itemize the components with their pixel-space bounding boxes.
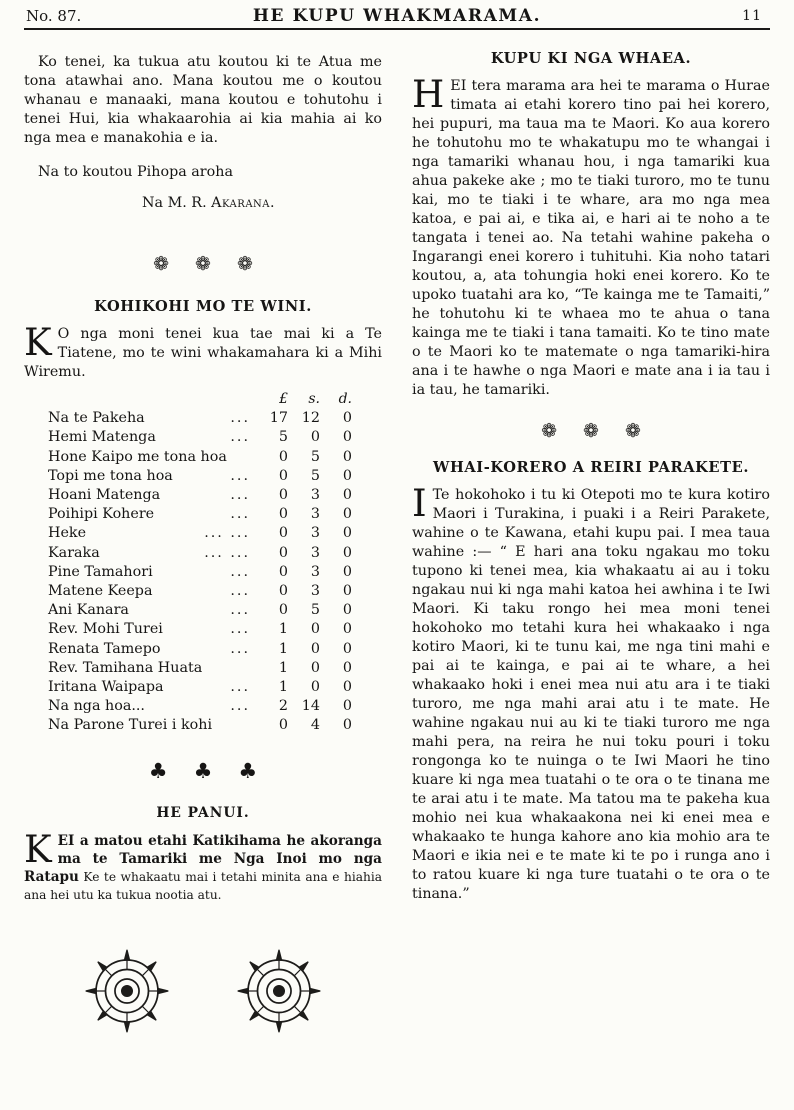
- pence-value: 0: [342, 525, 352, 542]
- rosette-icon: ❁: [153, 253, 170, 275]
- pounds-value: 0: [278, 467, 288, 484]
- contributor-name: Heke: [48, 525, 87, 542]
- left-column: [24, 43, 382, 1034]
- leader-dots: ...: [230, 563, 250, 580]
- pounds-value: 0: [278, 506, 288, 523]
- pounds-value: 0: [278, 448, 288, 465]
- shillings-value: 3: [310, 544, 320, 561]
- shillings-header: s.: [308, 391, 320, 407]
- table-row: [48, 486, 356, 505]
- whaikorero-heading: WHAI-KORERO A REIRI PARAKETE.: [432, 459, 750, 476]
- whaea-dropcap: H: [412, 73, 445, 116]
- contributor-name: Matene Keepa: [48, 583, 153, 600]
- contributor-name: Na nga hoa...: [48, 698, 145, 715]
- leader-dots: ...: [230, 602, 250, 619]
- pounds-value: 17: [269, 410, 288, 427]
- contributor-name: Renata Tamepo: [48, 640, 161, 657]
- issue-number: No. 87.: [26, 7, 82, 25]
- rosette-ornament-row: [412, 420, 770, 442]
- pence-value: 0: [342, 429, 352, 446]
- leader-dots: ...: [230, 583, 250, 600]
- pence-value: 0: [342, 467, 352, 484]
- pence-value: 0: [342, 717, 352, 734]
- club-icon: ♣: [148, 758, 168, 783]
- leader-dots: ...: [230, 506, 250, 523]
- contributor-name: Ani Kanara: [48, 602, 129, 619]
- page-number: 11: [742, 8, 762, 24]
- table-row: [48, 620, 356, 639]
- leader-dots: ...: [230, 429, 250, 446]
- contributor-name: Iritana Waipapa: [48, 679, 164, 696]
- leader-dots: ...: [230, 487, 250, 504]
- pence-value: 0: [342, 640, 352, 657]
- shillings-value: 5: [310, 467, 320, 484]
- whaikorero-dropcap: I: [412, 482, 427, 525]
- contributor-name: Hemi Matenga: [48, 429, 156, 446]
- pounds-value: 0: [278, 487, 288, 504]
- whaikorero-paragraph: [412, 482, 770, 904]
- pence-header: d.: [338, 391, 352, 407]
- panui-text-segment: he akoranga ma: [57, 832, 382, 867]
- panui-dropcap: K: [24, 827, 52, 871]
- shillings-value: 12: [301, 410, 320, 427]
- pounds-value: 2: [278, 698, 288, 715]
- pounds-value: 0: [278, 544, 288, 561]
- contributor-name: Karaka: [48, 544, 100, 561]
- shillings-value: 3: [310, 487, 320, 504]
- table-row: [48, 678, 356, 697]
- shillings-value: 14: [301, 698, 320, 715]
- pence-value: 0: [342, 410, 352, 427]
- contributor-name: Hone Kaipo me tona hoa: [48, 448, 227, 465]
- rosette-ornament-row: [24, 253, 382, 275]
- kohikohi-paragraph: [24, 321, 382, 382]
- intro-paragraph: Ko tenei, ka tukua atu koutou ki te Atua me tona atawhai ano. Mana koutou me o koutou whanau e manaaki, mana koutou e tohutohu i tenei Hui, kia whakaarohia ai kia mahia ai ko nga mea e manakohia e ia.: [24, 54, 382, 146]
- shillings-value: 3: [310, 583, 320, 600]
- shillings-value: 0: [310, 640, 320, 657]
- table-row: [48, 505, 356, 524]
- shillings-value: 0: [310, 659, 320, 676]
- contributions-table: [48, 390, 356, 736]
- pence-value: 0: [342, 487, 352, 504]
- rose-ornament-row: [24, 948, 382, 1034]
- contributor-name: Na te Pakeha: [48, 410, 145, 427]
- leader-dots: ...: [230, 698, 250, 715]
- pounds-value: 1: [278, 659, 288, 676]
- leader-dots: ... ...: [204, 525, 250, 542]
- table-row: [48, 448, 356, 467]
- kohikohi-dropcap: K: [24, 321, 52, 364]
- table-row: [48, 582, 356, 601]
- whaea-heading: KUPU KI NGA WHAEA.: [490, 50, 692, 67]
- table-row: [48, 659, 356, 678]
- pence-value: 0: [342, 506, 352, 523]
- shillings-value: 5: [310, 448, 320, 465]
- leader-dots: ...: [230, 679, 250, 696]
- shillings-value: 0: [310, 429, 320, 446]
- rosette-icon: ❁: [583, 420, 599, 442]
- pence-value: 0: [342, 563, 352, 580]
- pence-value: 0: [342, 602, 352, 619]
- pounds-value: 0: [278, 525, 288, 542]
- pounds-value: 0: [278, 717, 288, 734]
- leader-dots: ...: [230, 621, 250, 638]
- panui-bold-inoi: Nga Inoi: [233, 850, 307, 867]
- kohikohi-text: O nga moni tenei kua tae mai ki a Te Tiatene, mo te wini whakamahara ki a Mihi Wiremu.: [24, 326, 382, 380]
- whaea-text: EI tera marama ara hei te marama o Hurae timata ai etahi korero tino pai hei korero, hei pupuri, ma taua ma te Maori. Ko aua korero he tohutohu mo te whakatupu mo te whangai i nga tamariki whanau hou, i nga tamariki kua ahua pakeke ake ; mo te tiaki turoro, mo te tunu kai, mo te tiaki i te whare, ara mo nga mea katoa, e pai ai, e tika ai, e hari ai te noho a te tangata i tenei ao. Na tetahi wahine pakeha o Ingarangi enei korero i tuhituhi. Kia noho tatari koutou, a, ata tohungia hoki enei korero. Ko te upoko tuatahi ara ko, “Te kainga me te Tamaiti,” he tohutohu ki te whaea mo te ahua o tana kainga me te tiaki i tana tamaiti. Ko te tino mate o te Maori ko te matemate o nga tamariki-hira ana i te hawhe o nga Maori e mate ana i ia tau i ia tau, he tamariki.: [412, 78, 770, 398]
- shillings-value: 3: [310, 563, 320, 580]
- shillings-value: 0: [310, 679, 320, 696]
- shillings-value: 5: [310, 602, 320, 619]
- panui-bold-ratapu: nga Ratapu: [24, 850, 382, 885]
- table-row: [48, 640, 356, 659]
- contributor-name: Poihipi Kohere: [48, 506, 155, 523]
- signature-prefix: Na M. R.: [142, 195, 212, 211]
- shillings-value: 3: [310, 506, 320, 523]
- pence-value: 0: [342, 698, 352, 715]
- table-row: [48, 697, 356, 716]
- club-icon: ♣: [238, 758, 258, 783]
- contributor-name: Na Parone Turei i kohi: [48, 717, 213, 734]
- table-header-row: [48, 390, 356, 409]
- table-row: [48, 409, 356, 428]
- columns: [24, 43, 770, 1034]
- table-row: [48, 428, 356, 447]
- pounds-value: 0: [278, 602, 288, 619]
- pounds-value: 1: [278, 621, 288, 638]
- pence-value: 0: [342, 621, 352, 638]
- signoff-line: Na to koutou Pihopa aroha: [38, 164, 233, 180]
- table-row: [48, 563, 356, 582]
- rose-icon: [84, 948, 170, 1034]
- club-icon: ♣: [193, 758, 213, 783]
- panui-heading: HE PANUI.: [156, 804, 250, 821]
- shillings-value: 4: [310, 717, 320, 734]
- contributor-name: Rev. Tamihana Huata: [48, 659, 203, 676]
- rosette-icon: ❁: [624, 420, 641, 442]
- contributor-name: Rev. Mohi Turei: [48, 621, 163, 638]
- pence-value: 0: [342, 659, 352, 676]
- panui-text-segment: mo: [306, 850, 354, 867]
- panui-paragraph: [24, 827, 382, 904]
- leader-dots: ... ...: [204, 544, 250, 561]
- panui-text-segment: EI a matou etahi: [57, 832, 193, 849]
- panui-small-text: Ke te whakaatu mai i tetahi minita ana e hiahia ana hei utu ka tukua nootia atu.: [24, 869, 382, 902]
- whaikorero-text: Te hokohoko i tu ki Otepoti mo te kura kotiro Maori i Turakina, i puaki i a Reiri Parakete, wahine o te Kawana, etahi kupu pai. I mea taua wahine :— “ E hari ana toku ngakau mo toku tupono ki tenei mea, kia whakaatu ai au i toku ngakau nui ki nga mahi katoa hei awhina i te Iwi Maori. Ki taku rongo hei mea moni tenei hokohoko mo tetahi kura hei whakaako i nga kotiro Maori, ki te tunu kai, me nga tini mahi e pai ai te kainga, e pai ai te whare, a hei whakaako hoki i enei mea nui atu ara i te tiaki turoro, me nga mahi arai atu i te mate. He wahine ngakau nui au ki te tiaki turoro me nga mahi pera, na reira he nui toku pouri i toku rongonga ko te nuinga o te Iwi Maori he tino kuare ki nga mea tuatahi o te ora o te tinana me te arai atu i te mate. Ma tatou ma te pakeha kua mohio nei kua whakaakona nei ki enei mea e whakaako te hunga kahore ano kia mohio ara te Maori e ikia nei e te mate ki te po i runga ano i to ratou kuare ki nga ture tuatahi o te ora o te tinana.”: [412, 487, 770, 902]
- whaea-paragraph: [412, 73, 770, 400]
- rosette-icon: ❁: [195, 253, 211, 275]
- right-column: [412, 43, 770, 1034]
- page-title: HE KUPU WHAKMARAMA.: [252, 6, 542, 26]
- panui-text-segment: me: [187, 850, 234, 867]
- table-row: [48, 524, 356, 543]
- pence-value: 0: [342, 583, 352, 600]
- contributor-name: Hoani Matenga: [48, 487, 161, 504]
- signature-line: [24, 194, 382, 213]
- rosette-icon: ❁: [541, 420, 558, 442]
- pence-value: 0: [342, 544, 352, 561]
- leader-dots: ...: [230, 640, 250, 657]
- pounds-value: 0: [278, 563, 288, 580]
- contributor-name: Topi me tona hoa: [48, 467, 173, 484]
- panui-bold-katikihama: Katikihama: [192, 832, 281, 849]
- masthead: [24, 6, 770, 30]
- table-row: [48, 601, 356, 620]
- table-row: [48, 716, 356, 735]
- leader-dots: ...: [230, 410, 250, 427]
- club-ornament-row: [24, 760, 382, 782]
- panui-bold-tamariki: te Tamariki: [92, 850, 188, 867]
- table-row: [48, 467, 356, 486]
- pounds-header: £: [279, 391, 288, 407]
- pence-value: 0: [342, 448, 352, 465]
- rosette-icon: ❁: [236, 253, 253, 275]
- shillings-value: 0: [310, 621, 320, 638]
- pounds-value: 0: [278, 583, 288, 600]
- pounds-value: 1: [278, 679, 288, 696]
- kohikohi-heading: KOHIKOHI MO TE WINI.: [94, 298, 312, 315]
- pence-value: 0: [342, 679, 352, 696]
- leader-dots: ...: [230, 467, 250, 484]
- contributor-name: Pine Tamahori: [48, 563, 153, 580]
- shillings-value: 3: [310, 525, 320, 542]
- pounds-value: 5: [278, 429, 288, 446]
- rose-icon: [236, 948, 322, 1034]
- table-row: [48, 544, 356, 563]
- signature-name: Akarana.: [211, 195, 276, 211]
- pounds-value: 1: [278, 640, 288, 657]
